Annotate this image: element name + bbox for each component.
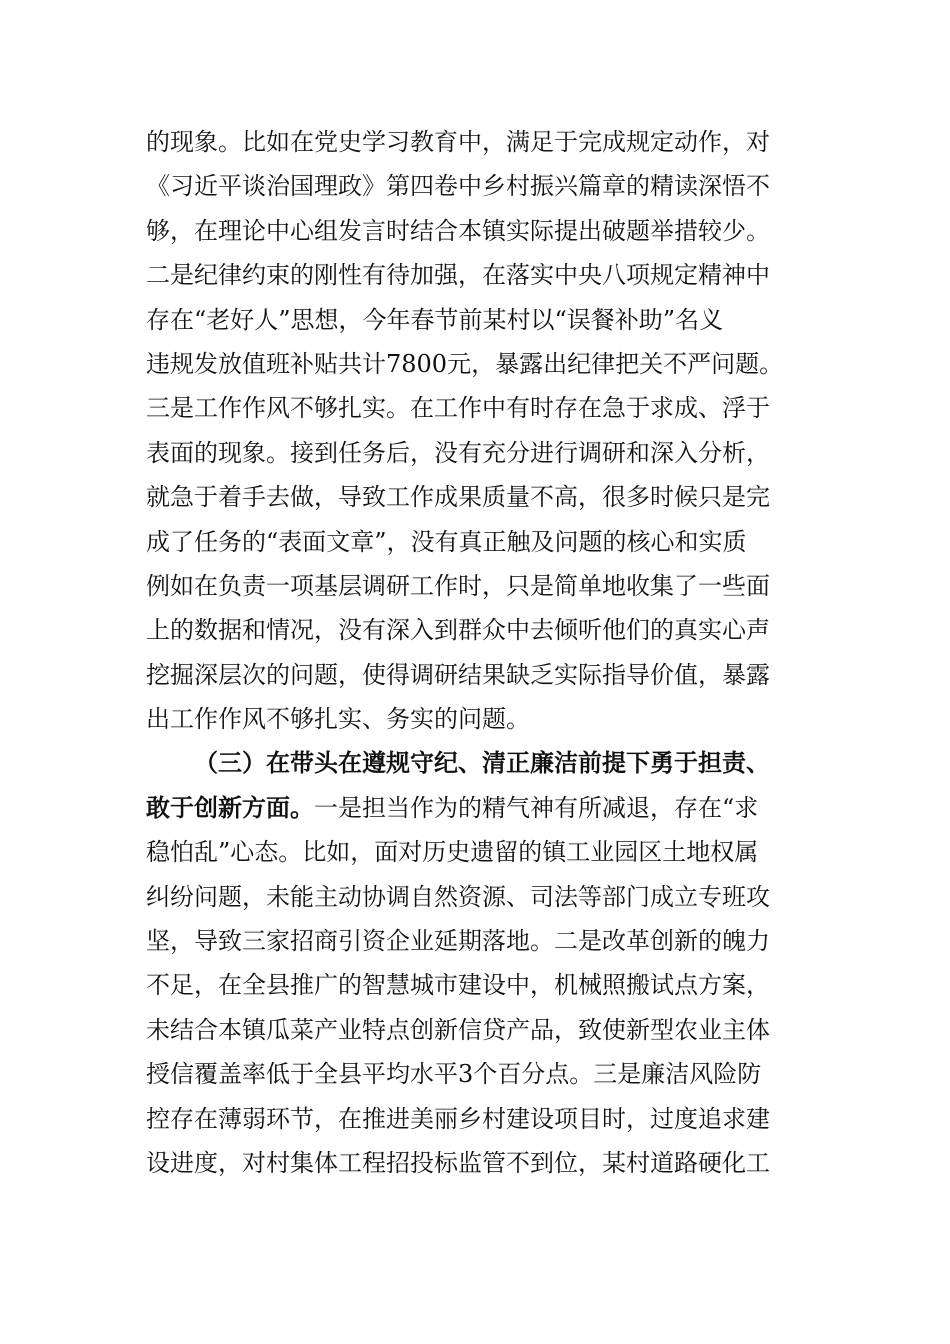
text-line: 的现象。比如在党史学习教育中，满足于完成规定动作，对 [146,128,770,156]
text-line: 未结合本镇瓜菜产业特点创新信贷产品，致使新型农业主体 [146,1015,770,1044]
text-line: 授信覆盖率低于全县平均水平3个百分点。三是廉洁风险防 [146,1060,762,1089]
text-line: 稳怕乱”心态。比如，面对历史遗留的镇工业园区土地权属 [146,838,759,867]
section-heading-line [146,741,816,785]
text-line: 表面的现象。接到任务后，没有充分进行调研和深入分析， [146,438,770,467]
text-line: 控存在薄弱环节，在推进美丽乡村建设项目时，过度追求建 [146,1104,770,1133]
text-line: 上的数据和情况，没有深入到群众中去倾听他们的真实心声 [146,616,770,645]
text-line: 挖掘深层次的问题，使得调研结果缺乏实际指导价值，暴露 [146,660,770,689]
text-line: 设进度，对村集体工程招投标监管不到位，某村道路硬化工 [146,1148,770,1177]
text-line: 违规发放值班补贴共计7800元，暴露出纪律把关不严问题。 [146,349,784,378]
text-line: 就急于着手去做，导致工作成果质量不高，很多时候只是完 [146,483,770,512]
section-heading: 敢于创新方面。 [146,792,314,822]
text-line: 成了任务的“表面文章”，没有真正触及问题的核心和实质 [146,527,747,556]
text-line: 存在“老好人”思想，今年春节前某村以“误餐补助”名义 [146,305,724,334]
text-line: 三是工作作风不够扎实。在工作中有时存在急于求成、浮于 [146,394,770,423]
text-run: 一是担当作为的精气神有所减退，存在“求 [314,793,759,822]
text-line: 纠纷问题，未能主动协调自然资源、司法等部门成立专班攻 [146,882,770,911]
text-line: 出工作作风不够扎实、务实的问题。 [146,705,530,734]
text-line: 够，在理论中心组发言时结合本镇实际提出破题举措较少。 [146,216,770,245]
body-text [146,120,816,1185]
text-line: 坚，导致三家招商引资企业延期落地。二是改革创新的魄力 [146,927,770,956]
text-line: 《习近平谈治国理政》第四卷中乡村振兴篇章的精读深悟不 [146,172,770,201]
section-heading: （三）在带头在遵规守纪、清正廉洁前提下勇于担责、 [194,748,770,778]
section-heading-line [146,786,816,830]
text-line: 二是纪律约束的刚性有待加强，在落实中央八项规定精神中 [146,261,770,290]
text-line: 例如在负责一项基层调研工作时，只是简单地收集了一些面 [146,571,770,600]
text-line: 不足，在全县推广的智慧城市建设中，机械照搬试点方案， [146,971,770,1000]
